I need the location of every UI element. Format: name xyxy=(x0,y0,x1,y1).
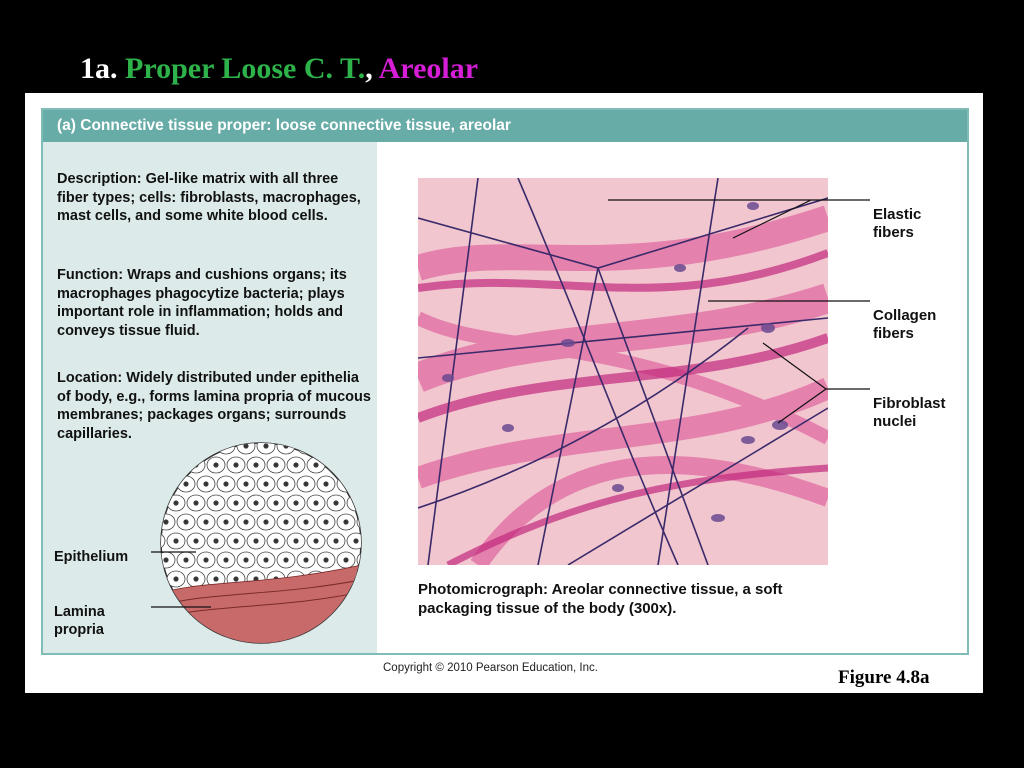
figure-frame xyxy=(41,108,969,655)
caption-label: Photomicrograph: xyxy=(418,581,548,598)
title-comma: , xyxy=(365,52,373,85)
photomicrograph-caption xyxy=(418,580,838,618)
location-text: Widely distributed under epithelia of body, e.g., forms lamina propria of mucous membranes; packages organs; surrounds capillaries. xyxy=(57,370,371,442)
lamina-propria-label: Lamina propria xyxy=(54,604,105,638)
function-text: Wraps and cushions organs; its macrophages phagocytize bacteria; plays important role in inflammation; holds and conveys tissue fluid. xyxy=(57,267,347,339)
title-areolar: Areolar xyxy=(378,52,479,85)
figure-header: (a) Connective tissue proper: loose connective tissue, areolar xyxy=(43,110,967,142)
slide-title xyxy=(80,52,478,86)
title-proper-loose: Proper Loose C. T. xyxy=(125,52,366,85)
description-label: Description: xyxy=(57,171,142,187)
function-label: Function: xyxy=(57,267,124,283)
callout-leaders xyxy=(43,110,967,653)
fibroblast-nuclei-label: Fibroblast nuclei xyxy=(873,395,946,430)
figure-panel xyxy=(25,93,983,693)
location-label: Location: xyxy=(57,370,123,386)
caption-text: Areolar connective tissue, a soft packaging tissue of the body (300x). xyxy=(418,581,783,617)
title-prefix: 1a. xyxy=(80,52,118,85)
figure-label: Figure 4.8a xyxy=(838,667,930,688)
collagen-fibers-label: Collagen fibers xyxy=(873,307,937,342)
epithelium-label: Epithelium xyxy=(54,549,129,565)
copyright-notice: Copyright © 2010 Pearson Education, Inc. xyxy=(383,662,598,674)
elastic-fibers-label: Elastic fibers xyxy=(873,206,922,241)
description-text: Gel-like matrix with all three fiber types; cells: fibroblasts, macrophages, mast cells, and some white blood cells. xyxy=(57,171,361,224)
